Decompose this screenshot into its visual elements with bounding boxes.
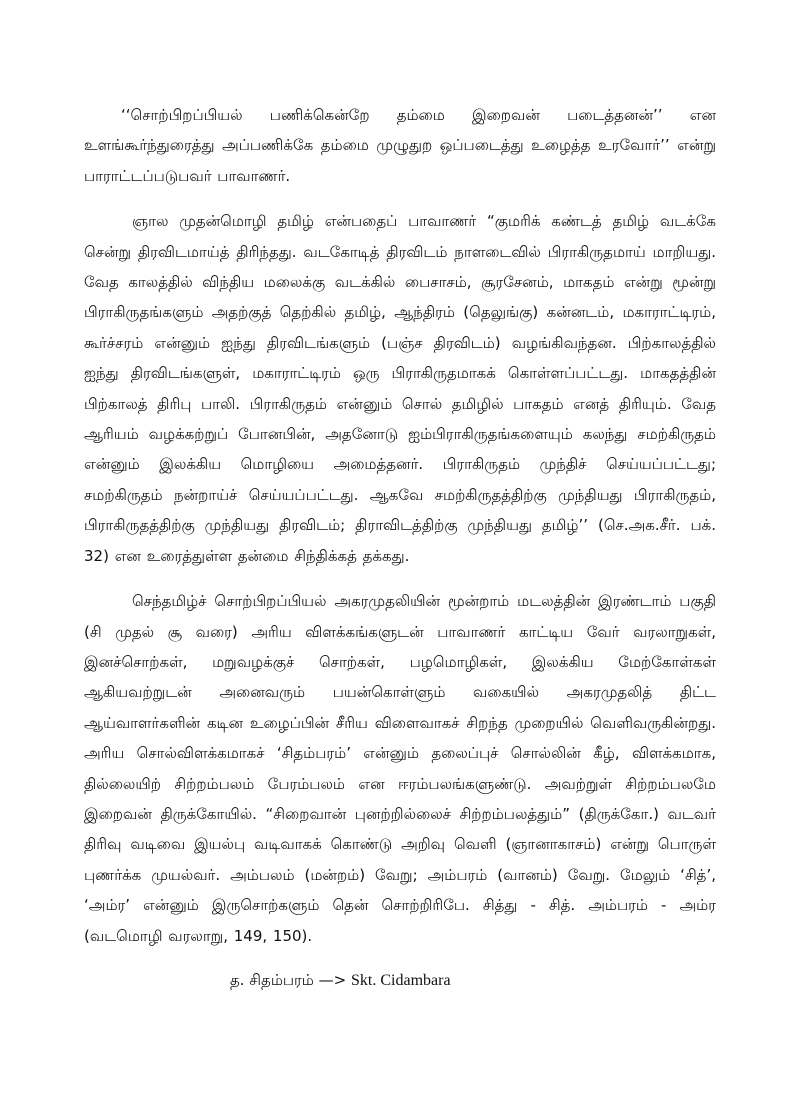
footnote-tamil: த. சிதம்பரம் —>	[230, 970, 347, 989]
paragraph-intro: ‘‘சொற்பிறப்பியல் பணிக்கென்றே தம்மை இறைவன் படைத்தனன்’’ என உளங்கூர்ந்துரைத்து அப்பணிக்கே தம்மை முழுதுற ஒப்படைத்து உழைத்த உரவோர்’’ என்று பாராட்டப்படுபவர் பாவாணர்.	[84, 106, 716, 185]
etymology-footnote	[230, 966, 716, 995]
footnote-latin: Skt. Cidambara	[351, 971, 451, 989]
paragraph-dictionary: செந்தமிழ்ச் சொற்பிறப்பியல் அகரமுதலியின் மூன்றாம் மடலத்தின் இரண்டாம் பகுதி (சி முதல் சூ வரை) அரிய விளக்கங்களுடன் பாவாணர் காட்டிய வேர் வரலாறுகள், இனச்சொற்கள், மறுவழக்குச் சொற்கள், பழமொழிகள், இலக்கிய மேற்கோள்கள் ஆகியவற்றுடன் அனைவரும் பயன்கொள்ளும் வகையில் அகரமுதலித் திட்ட ஆய்வாளர்களின் கடின உழைப்பின் சீரிய விளைவாகச் சிறந்த முறையில் வெளிவருகின்றது. அரிய சொல்விளக்கமாகச் ‘சிதம்பரம்’ என்னும் தலைப்புச் சொல்லின் கீழ், விளக்கமாக, தில்லையிற் சிற்றம்பலம் பேரம்பலம் என ஈரம்பலங்களுண்டு. அவற்றுள் சிற்றம்பலமே இறைவன் திருக்கோயில். “சிறைவான் புனற்றில்லைச் சிற்றம்பலத்தும்” (திருக்கோ.) வடவர் திரிவு வடிவை இயல்பு வடிவாகக் கொண்டு அறிவு வெளி (ஞானாகாசம்) என்று பொருள் புணர்க்க முயல்வர். அம்பலம் (மன்றம்) வேறு; அம்பரம் (வானம்) வேறு. மேலும் ‘சித்’, ‘அம்ர’ என்னும் இருசொற்களும் தென் சொற்றிரிபே. சித்து - சித். அம்பரம் - அம்ர (வடமொழி வரலாறு, 149, 150).	[84, 592, 716, 945]
paragraph-tamil-origin: ஞால முதன்மொழி தமிழ் என்பதைப் பாவாணர் “குமரிக் கண்டத் தமிழ் வடக்கே சென்று திரவிடமாய்த் திரிந்தது. வடகோடித் திரவிடம் நாளடைவில் பிராகிருதமாய் மாறியது. வேத காலத்தில் விந்திய மலைக்கு வடக்கில் பைசாசம், சூரசேனம், மாகதம் என்று மூன்று பிராகிருதங்களும் அதற்குத் தெற்கில் தமிழ், ஆந்திரம் (தெலுங்கு) கன்னடம், மகாராட்டிரம், கூர்ச்சரம் என்னும் ஐந்து திரவிடங்களும் (பஞ்ச திரவிடம்) வழங்கிவந்தன. பிற்காலத்தில் ஐந்து திரவிடங்களுள், மகாராட்டிரம் ஒரு பிராகிருதமாகக் கொள்ளப்பட்டது. மாகதத்தின் பிற்காலத் திரிபு பாலி. பிராகிருதம் என்னும் சொல் தமிழில் பாகதம் எனத் திரியும். வேத ஆரியம் வழக்கற்றுப் போனபின், அதனோடு ஐம்பிராகிருதங்களையும் கலந்து சமற்கிருதம் என்னும் இலக்கிய மொழியை அமைத்தனர். பிராகிருதம் முந்திச் செய்யப்பட்டது; சமற்கிருதம் நன்றாய்ச் செய்யப்பட்டது. ஆகவே சமற்கிருதத்திற்கு முந்தியது பிராகிருதம், பிராகிருதத்திற்கு முந்தியது திரவிடம்; திராவிடத்திற்கு முந்தியது தமிழ்’’ (செ.அக.சீர். பக். 32) என உரைத்துள்ள தன்மை சிந்திக்கத் தக்கது.	[84, 212, 716, 565]
